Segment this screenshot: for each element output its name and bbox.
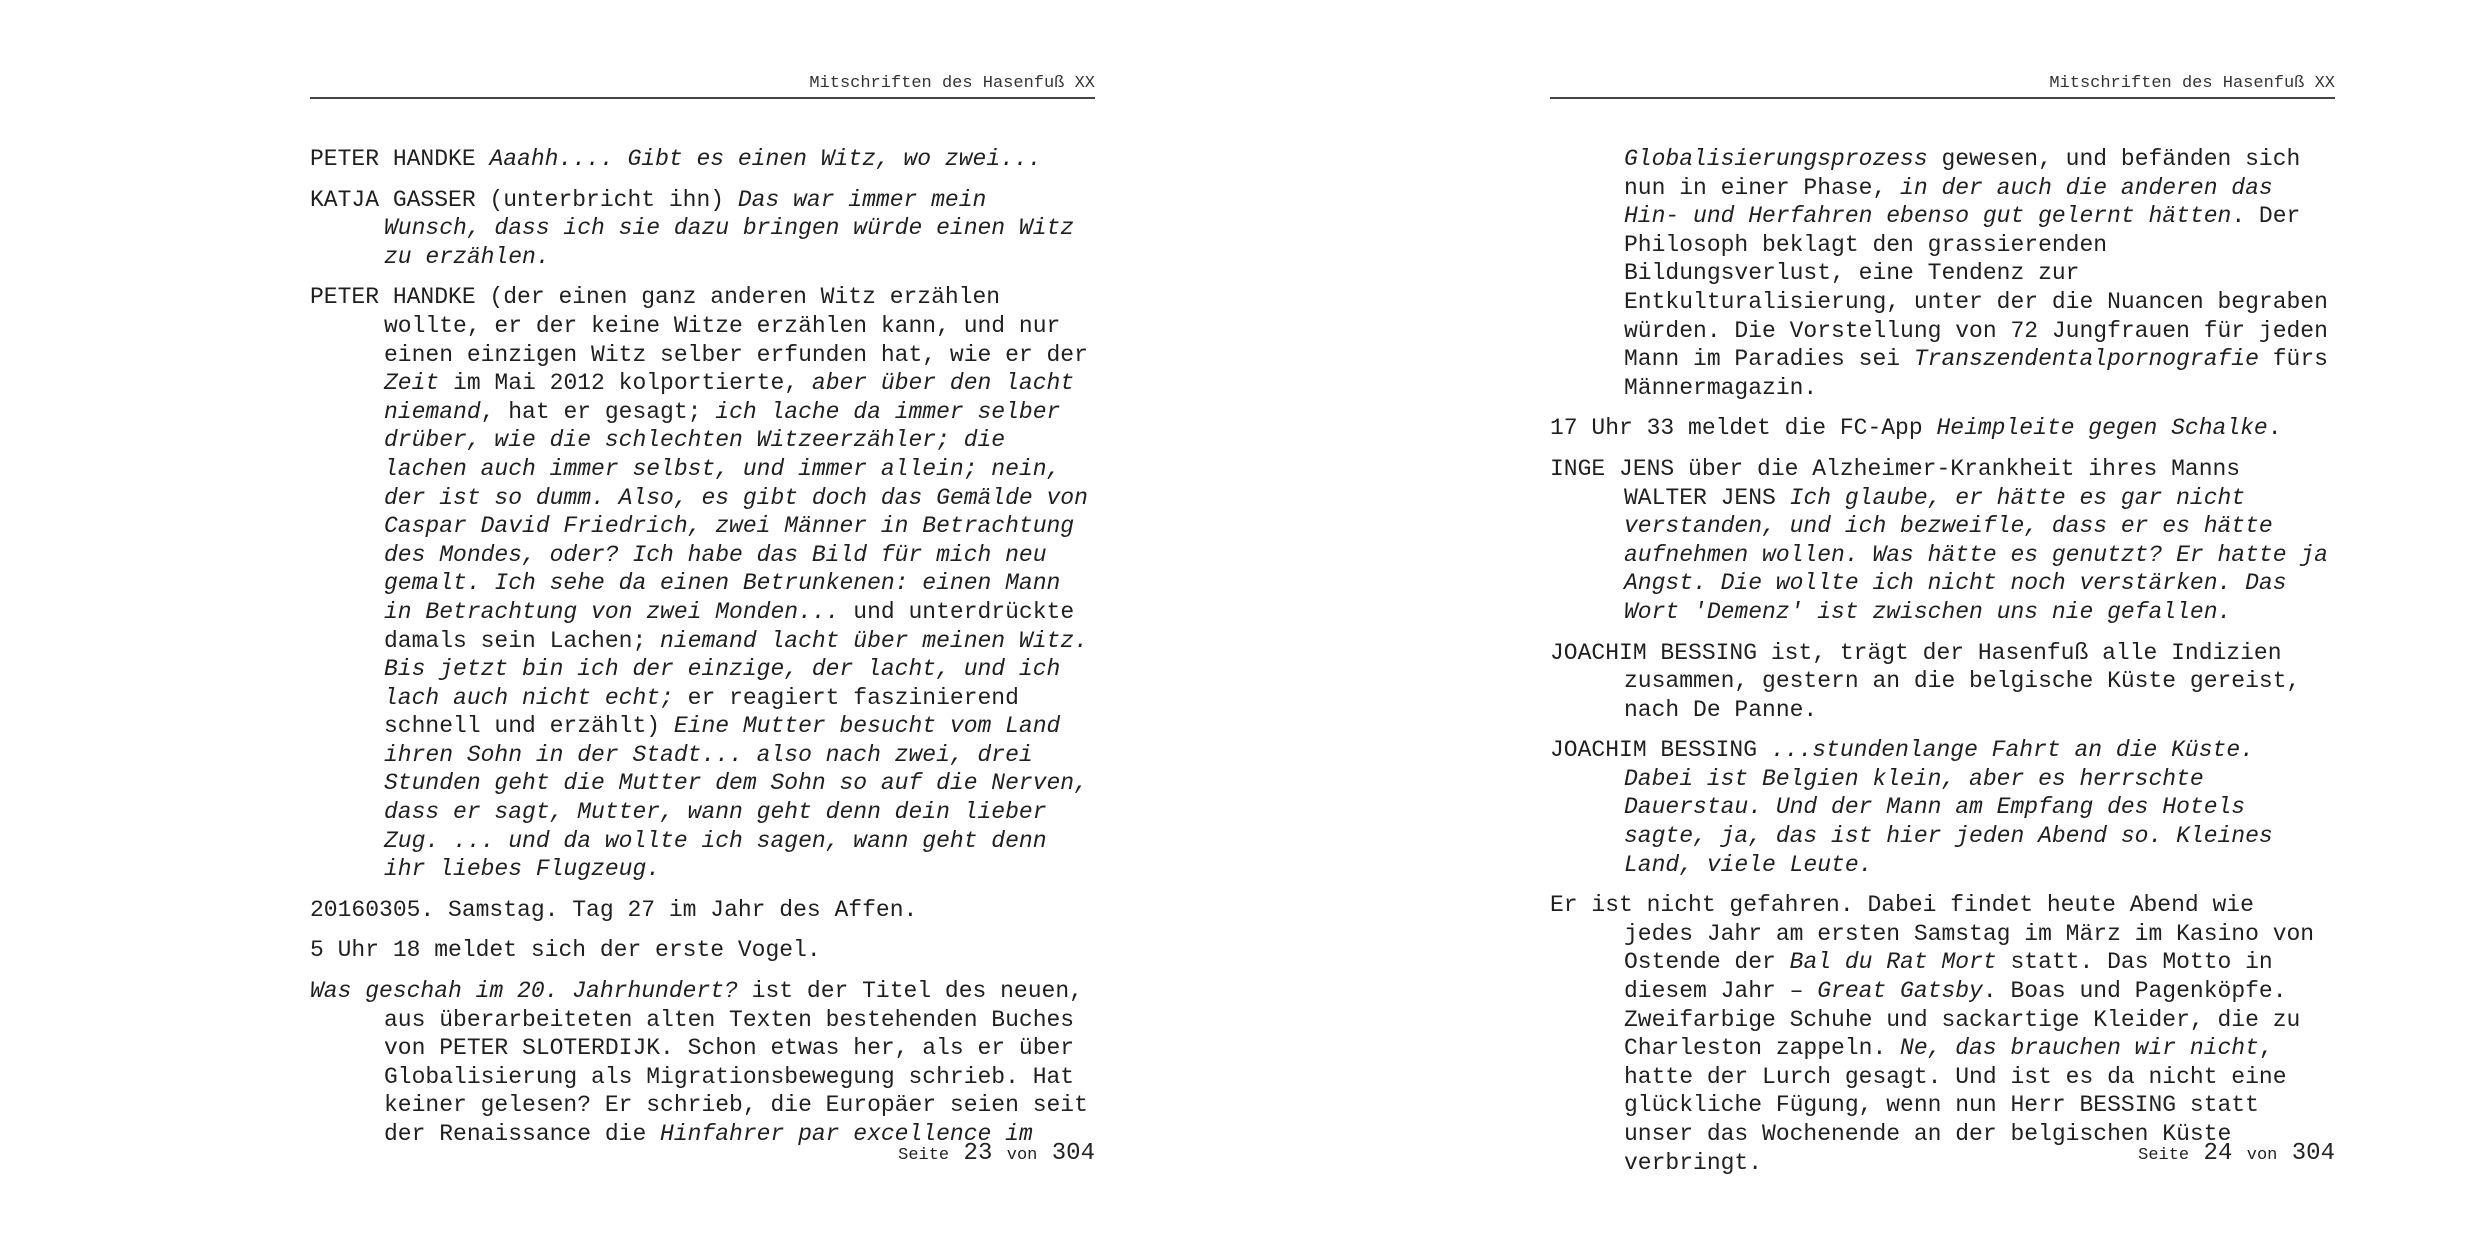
italic-run: ...stundenlange Fahrt an die Küste. Dabei ist Belgien klein, aber es herrschte Dauerstau. Und der Mann am Empfang des Hotels sagte, ja, das ist hier jeden Abend so. Kleines Land, viele Leute. <box>1624 737 2273 878</box>
paragraph <box>310 936 1095 965</box>
page-of-label: von <box>1006 1146 1038 1165</box>
text-run: statt. Das Motto in diesem Jahr – <box>1624 949 2273 1005</box>
text-run: im Mai 2012 kolportierte, <box>439 370 812 397</box>
text-run: 5 Uhr 18 meldet sich der erste Vogel. <box>310 937 821 964</box>
italic-run: Ich glaube, er hätte es gar nicht verstanden, und ich bezweifle, dass er es hätte aufnehmen wollen. Was hätte es genutzt? Er hatte ja Angst. Die wollte ich nicht noch verstärken. Das Wort 'Demenz' ist zwischen uns nie gefallen. <box>1624 484 2328 625</box>
text-run: und unterdrückte damals sein Lachen; <box>384 598 1075 654</box>
text-run: KATJA GASSER (unterbricht ihn) <box>310 186 738 213</box>
text-run: , hatte der Lurch gesagt. Und ist es da nicht eine glückliche Fügung, wenn nun Herr BESSING statt unser das Wochenende an der belgischen Küste verbringt. <box>1624 1035 2287 1176</box>
text-run: er reagiert faszinierend schnell und erzählt) <box>384 684 1019 740</box>
page-body <box>1550 145 2335 1189</box>
page-footer <box>1835 1140 2335 1167</box>
italic-run: Bal du Rat Mort <box>1789 949 1997 976</box>
italic-run: Transzendentalpornografie <box>1913 346 2259 373</box>
paragraph <box>1550 639 2335 725</box>
text-run: INGE JENS über die Alzheimer-Krankheit ihres Manns WALTER JENS <box>1550 455 2241 511</box>
page-body <box>310 145 1095 1161</box>
right-page <box>1550 0 2335 1240</box>
paragraph <box>310 186 1095 272</box>
page-of-label: von <box>2246 1146 2278 1165</box>
italic-run: Great Gatsby <box>1817 978 1983 1005</box>
italic-run: Zeit <box>384 370 440 397</box>
running-header: Mitschriften des Hasenfuß XX <box>310 74 1095 99</box>
paragraph <box>1550 455 2335 627</box>
italic-run: in der auch die anderen das Hin- und Herfahren ebenso gut gelernt hätten <box>1624 174 2273 230</box>
text-run: . Boas und Pagenköpfe. Zweifarbige Schuhe und sackartige Kleider, die zu Charleston zappeln. <box>1624 978 2301 1062</box>
italic-run: Globalisierungsprozess <box>1624 146 1928 172</box>
text-run: ist der Titel des neuen, aus überarbeiteten alten Texten bestehenden Buches von PETER SLOTERDIJK. Schon etwas her, als er über Globalisierung als Migrationsbewegung schrieb. Hat keiner gelesen? Er schrieb, die Europäer seien seit der Renaissance die <box>384 978 1088 1147</box>
italic-run: Aaahh.... Gibt es einen Witz, wo zwei... <box>489 146 1042 172</box>
page-total: 304 <box>2291 1140 2335 1167</box>
italic-run: niemand lacht über meinen Witz. Bis jetzt bin ich der einzige, der lacht, und ich lach auch nicht echt; <box>384 627 1088 711</box>
paragraph <box>310 283 1095 883</box>
page-label: Seite <box>898 1146 950 1165</box>
paragraph <box>1550 145 2335 402</box>
text-run: PETER HANDKE (der einen ganz anderen Witz erzählen wollte, er der keine Witze erzählen kann, und nur einen einzigen Witz selber erfunden hat, wie er der <box>310 284 1088 368</box>
paragraph <box>1550 414 2335 443</box>
paragraph <box>310 977 1095 1149</box>
text-run: JOACHIM BESSING ist, trägt der Hasenfuß alle Indizien zusammen, gestern an die belgische Küste gereist, nach De Panne. <box>1550 639 2301 723</box>
page-total: 304 <box>1051 1140 1095 1167</box>
paragraph <box>1550 736 2335 879</box>
italic-run: Das war immer mein Wunsch, dass ich sie dazu bringen würde einen Witz zu erzählen. <box>384 186 1075 270</box>
paragraph <box>1550 891 2335 1177</box>
text-run: , hat er gesagt; <box>480 398 716 425</box>
page-footer <box>595 1140 1095 1167</box>
text-run: JOACHIM BESSING <box>1550 737 1771 764</box>
text-run: 17 Uhr 33 meldet die FC-App <box>1550 415 1937 442</box>
text-run: . <box>2267 415 2282 442</box>
text-run: Er ist nicht gefahren. Dabei findet heute Abend wie jedes Jahr am ersten Samstag im März im Kasino von Ostende der <box>1550 892 2315 976</box>
running-header: Mitschriften des Hasenfuß XX <box>1550 74 2335 99</box>
text-run: . Der Philosoph beklagt den grassierenden Bildungsverlust, eine Tendenz zur Entkulturalisierung, unter der die Nuancen begraben würden. Die Vorstellung von 72 Jungfrauen für jeden Mann im Paradies sei <box>1624 203 2328 373</box>
page-number: 23 <box>963 1140 993 1167</box>
text-run: gewesen, und befänden sich nun in einer Phase, <box>1624 146 2301 201</box>
page-number: 24 <box>2203 1140 2233 1167</box>
left-page <box>310 0 1095 1240</box>
italic-run: ich lache da immer selber drüber, wie die schlechten Witzeerzähler; die lachen auch immer selbst, und immer allein; nein, der ist so dumm. Also, es gibt doch das Gemälde von Caspar David Friedrich, zwei Männer in Betrachtung des Mondes, oder? Ich habe das Bild für mich neu gemalt. Ich sehe da einen Betrunkenen: einen Mann in Betrachtung von zwei Monden... <box>384 398 1088 625</box>
page-label: Seite <box>2138 1146 2190 1165</box>
italic-run: Was geschah im 20. Jahrhundert? <box>310 978 738 1005</box>
italic-run: Heimpleite gegen Schalke <box>1936 415 2268 442</box>
italic-run: Hinfahrer par excellence im <box>660 1121 1033 1147</box>
text-run: PETER HANDKE <box>310 146 490 172</box>
text-run: fürs Männermagazin. <box>1624 346 2328 401</box>
italic-run: aber über den lacht niemand <box>384 370 1075 425</box>
paragraph <box>310 145 1095 174</box>
italic-run: Ne, das brauchen wir nicht <box>1900 1035 2259 1062</box>
text-run: 20160305. Samstag. Tag 27 im Jahr des Affen. <box>310 896 918 923</box>
paragraph <box>310 896 1095 925</box>
italic-run: Eine Mutter besucht vom Land ihren Sohn in der Stadt... also nach zwei, drei Stunden geht die Mutter dem Sohn so auf die Nerven, dass er sagt, Mutter, wann geht denn dein lieber Zug. ... und da wollte ich sagen, wann geht denn ihr liebes Flugzeug. <box>384 713 1088 883</box>
